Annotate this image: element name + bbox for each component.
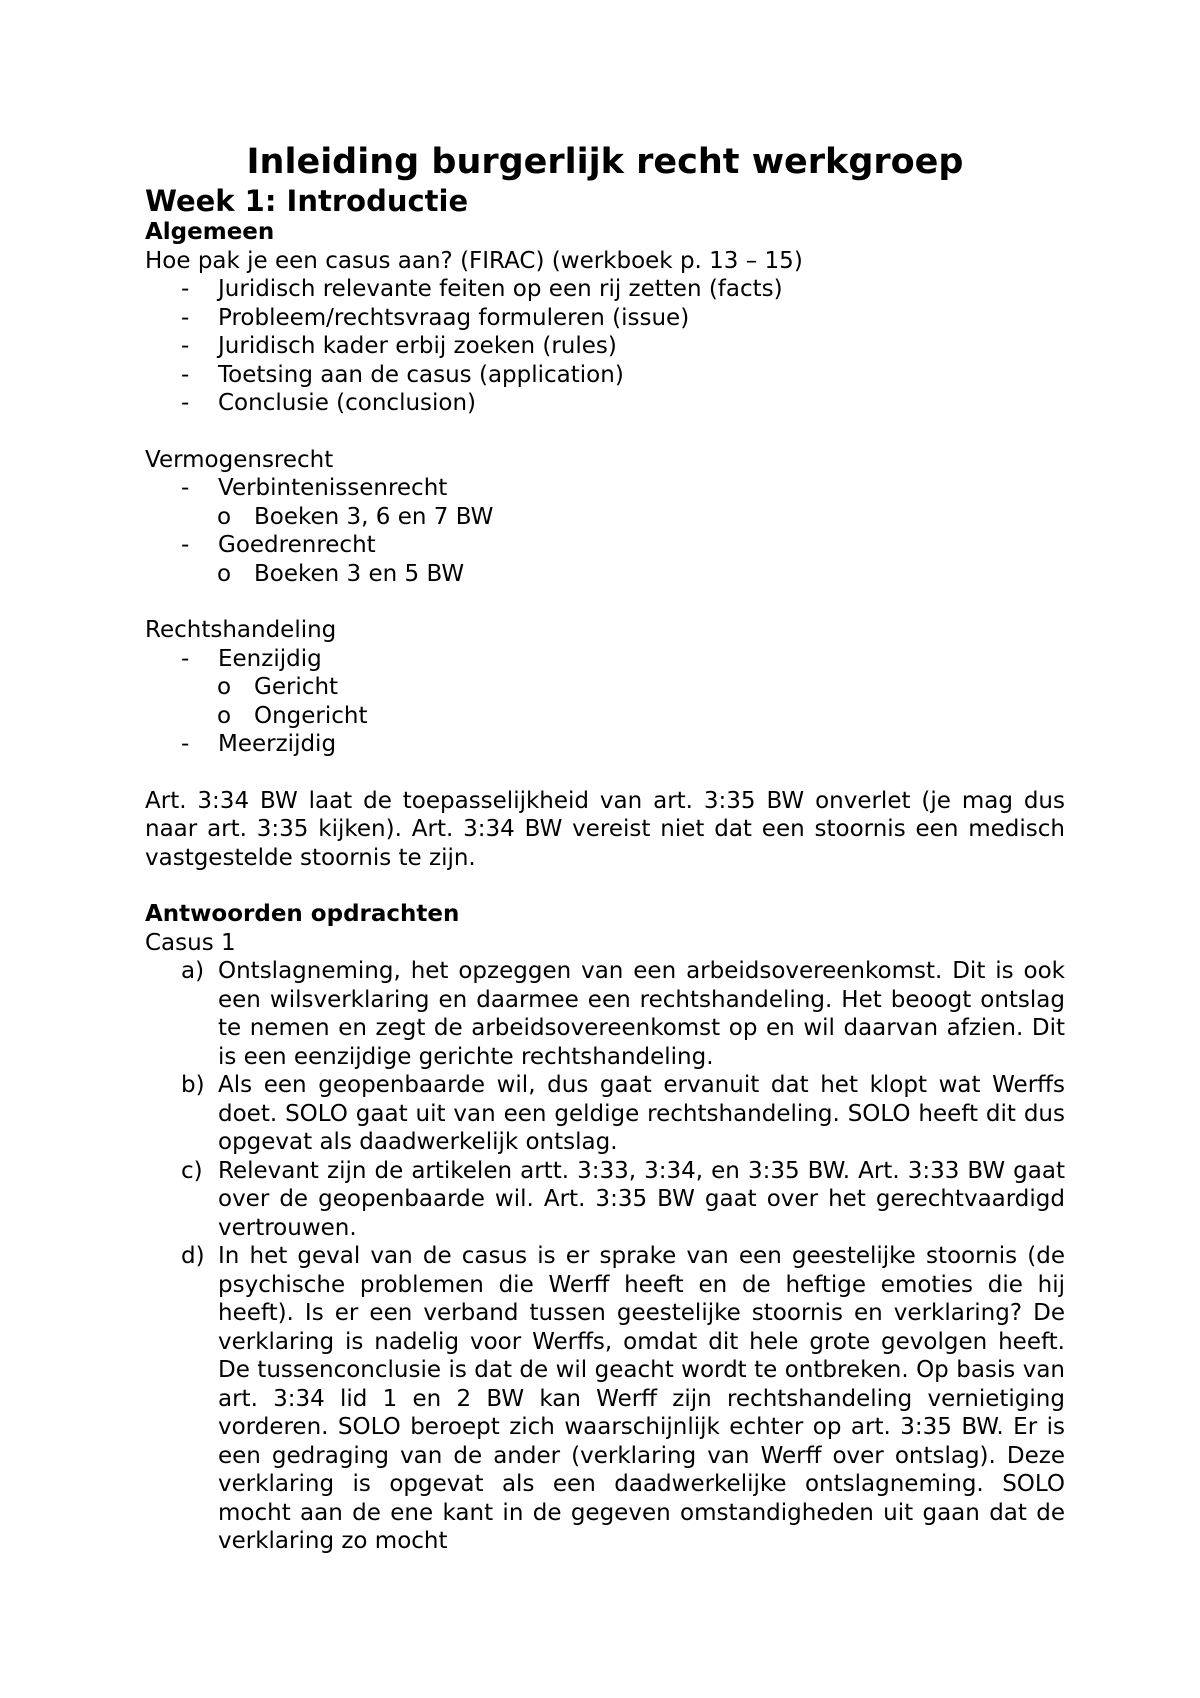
section-heading-algemeen: Algemeen bbox=[145, 219, 275, 245]
art-paragraph: Art. 3:34 BW laat de toepasselijkheid van art. 3:35 BW onverlet (je mag dus naar art. 3:35 kijken). Art. 3:34 BW vereist niet dat een stoornis een medisch vastgestelde stoornis te zijn. bbox=[145, 787, 1065, 871]
list-item: - Eenzijdig bbox=[181, 645, 322, 672]
document-content bbox=[145, 140, 1065, 1556]
firac-list bbox=[145, 275, 1065, 418]
sub-list-item: o Boeken 3, 6 en 7 BW bbox=[217, 503, 494, 530]
section-heading-rechtshandeling: Rechtshandeling bbox=[145, 617, 337, 643]
list-item: - Goedrenrecht bbox=[181, 532, 376, 558]
casus-heading: Casus 1 bbox=[145, 929, 236, 956]
answer-item: a) Ontslagneming, het opzeggen van een arbeidsovereenkomst. Dit is ook een wilsverklaring en daarmee een rechtshandeling. Het beoogt ontslag te nemen en zegt de arbeidsovereenkomst op en wil daarvan afzien. Dit is een eenzijdige gerichte rechtshandeling. bbox=[181, 958, 1065, 1070]
list-item: - Conclusie (conclusion) bbox=[181, 390, 477, 416]
document-title: Inleiding burgerlijk recht werkgroep bbox=[246, 142, 964, 182]
answer-item: c) Relevant zijn de artikelen artt. 3:33, 3:34, en 3:35 BW. Art. 3:33 BW gaat over de geopenbaarde wil. Art. 3:35 BW gaat over het gerechtvaardigd vertrouwen. bbox=[181, 1157, 1065, 1241]
answers-list bbox=[145, 957, 1065, 1556]
list-item: - Verbintenissenrecht bbox=[181, 475, 448, 501]
rechtshandeling-list bbox=[145, 645, 1065, 759]
list-item: - Juridisch relevante feiten op een rij zetten (facts) bbox=[181, 276, 783, 302]
section-heading-vermogensrecht: Vermogensrecht bbox=[145, 446, 334, 473]
firac-intro: Hoe pak je een casus aan? (FIRAC) (werkboek p. 13 – 15) bbox=[145, 247, 803, 274]
sub-list-item: o Ongericht bbox=[217, 702, 368, 729]
answer-item: b) Als een geopenbaarde wil, dus gaat ervanuit dat het klopt wat Werffs doet. SOLO gaat uit van een geldige rechtshandeling. SOLO heeft dit dus opgevat als daadwerkelijk ontslag. bbox=[181, 1072, 1065, 1155]
section-heading-antwoorden: Antwoorden opdrachten bbox=[145, 901, 460, 927]
list-item: - Meerzijdig bbox=[181, 731, 337, 757]
vermogensrecht-list bbox=[145, 474, 1065, 588]
week-heading: Week 1: Introductie bbox=[145, 184, 469, 218]
list-item: - Toetsing aan de casus (application) bbox=[181, 361, 624, 388]
sub-list-item: o Boeken 3 en 5 BW bbox=[217, 560, 465, 587]
list-item: - Probleem/rechtsvraag formuleren (issue) bbox=[181, 304, 690, 331]
answer-item: d) In het geval van de casus is er sprake van een geestelijke stoornis (de psychische problemen die Werff heeft en de heftige emoties die hij heeft). Is er een verband tussen geestelijke stoornis en verklaring? De verklaring is nadelig voor Werffs, omdat dit hele grote gevolgen heeft. De tussenconclusie is dat de wil geacht wordt te ontbreken. Op basis van art. 3:34 lid 1 en 2 BW kan Werff zijn rechtshandeling vernietiging vorderen. SOLO beroept zich waarschijnlijk echter op art. 3:35 BW. Er is een gedraging van de ander (verklaring van Werff over ontslag). Deze verklaring is opgevat als een daadwerkelijke ontslagneming. SOLO mocht aan de ene kant in de gegeven omstandigheden uit gaan dat de verklaring zo mocht bbox=[181, 1243, 1065, 1554]
sub-list-item: o Gericht bbox=[217, 674, 339, 700]
list-item: - Juridisch kader erbij zoeken (rules) bbox=[181, 333, 617, 359]
